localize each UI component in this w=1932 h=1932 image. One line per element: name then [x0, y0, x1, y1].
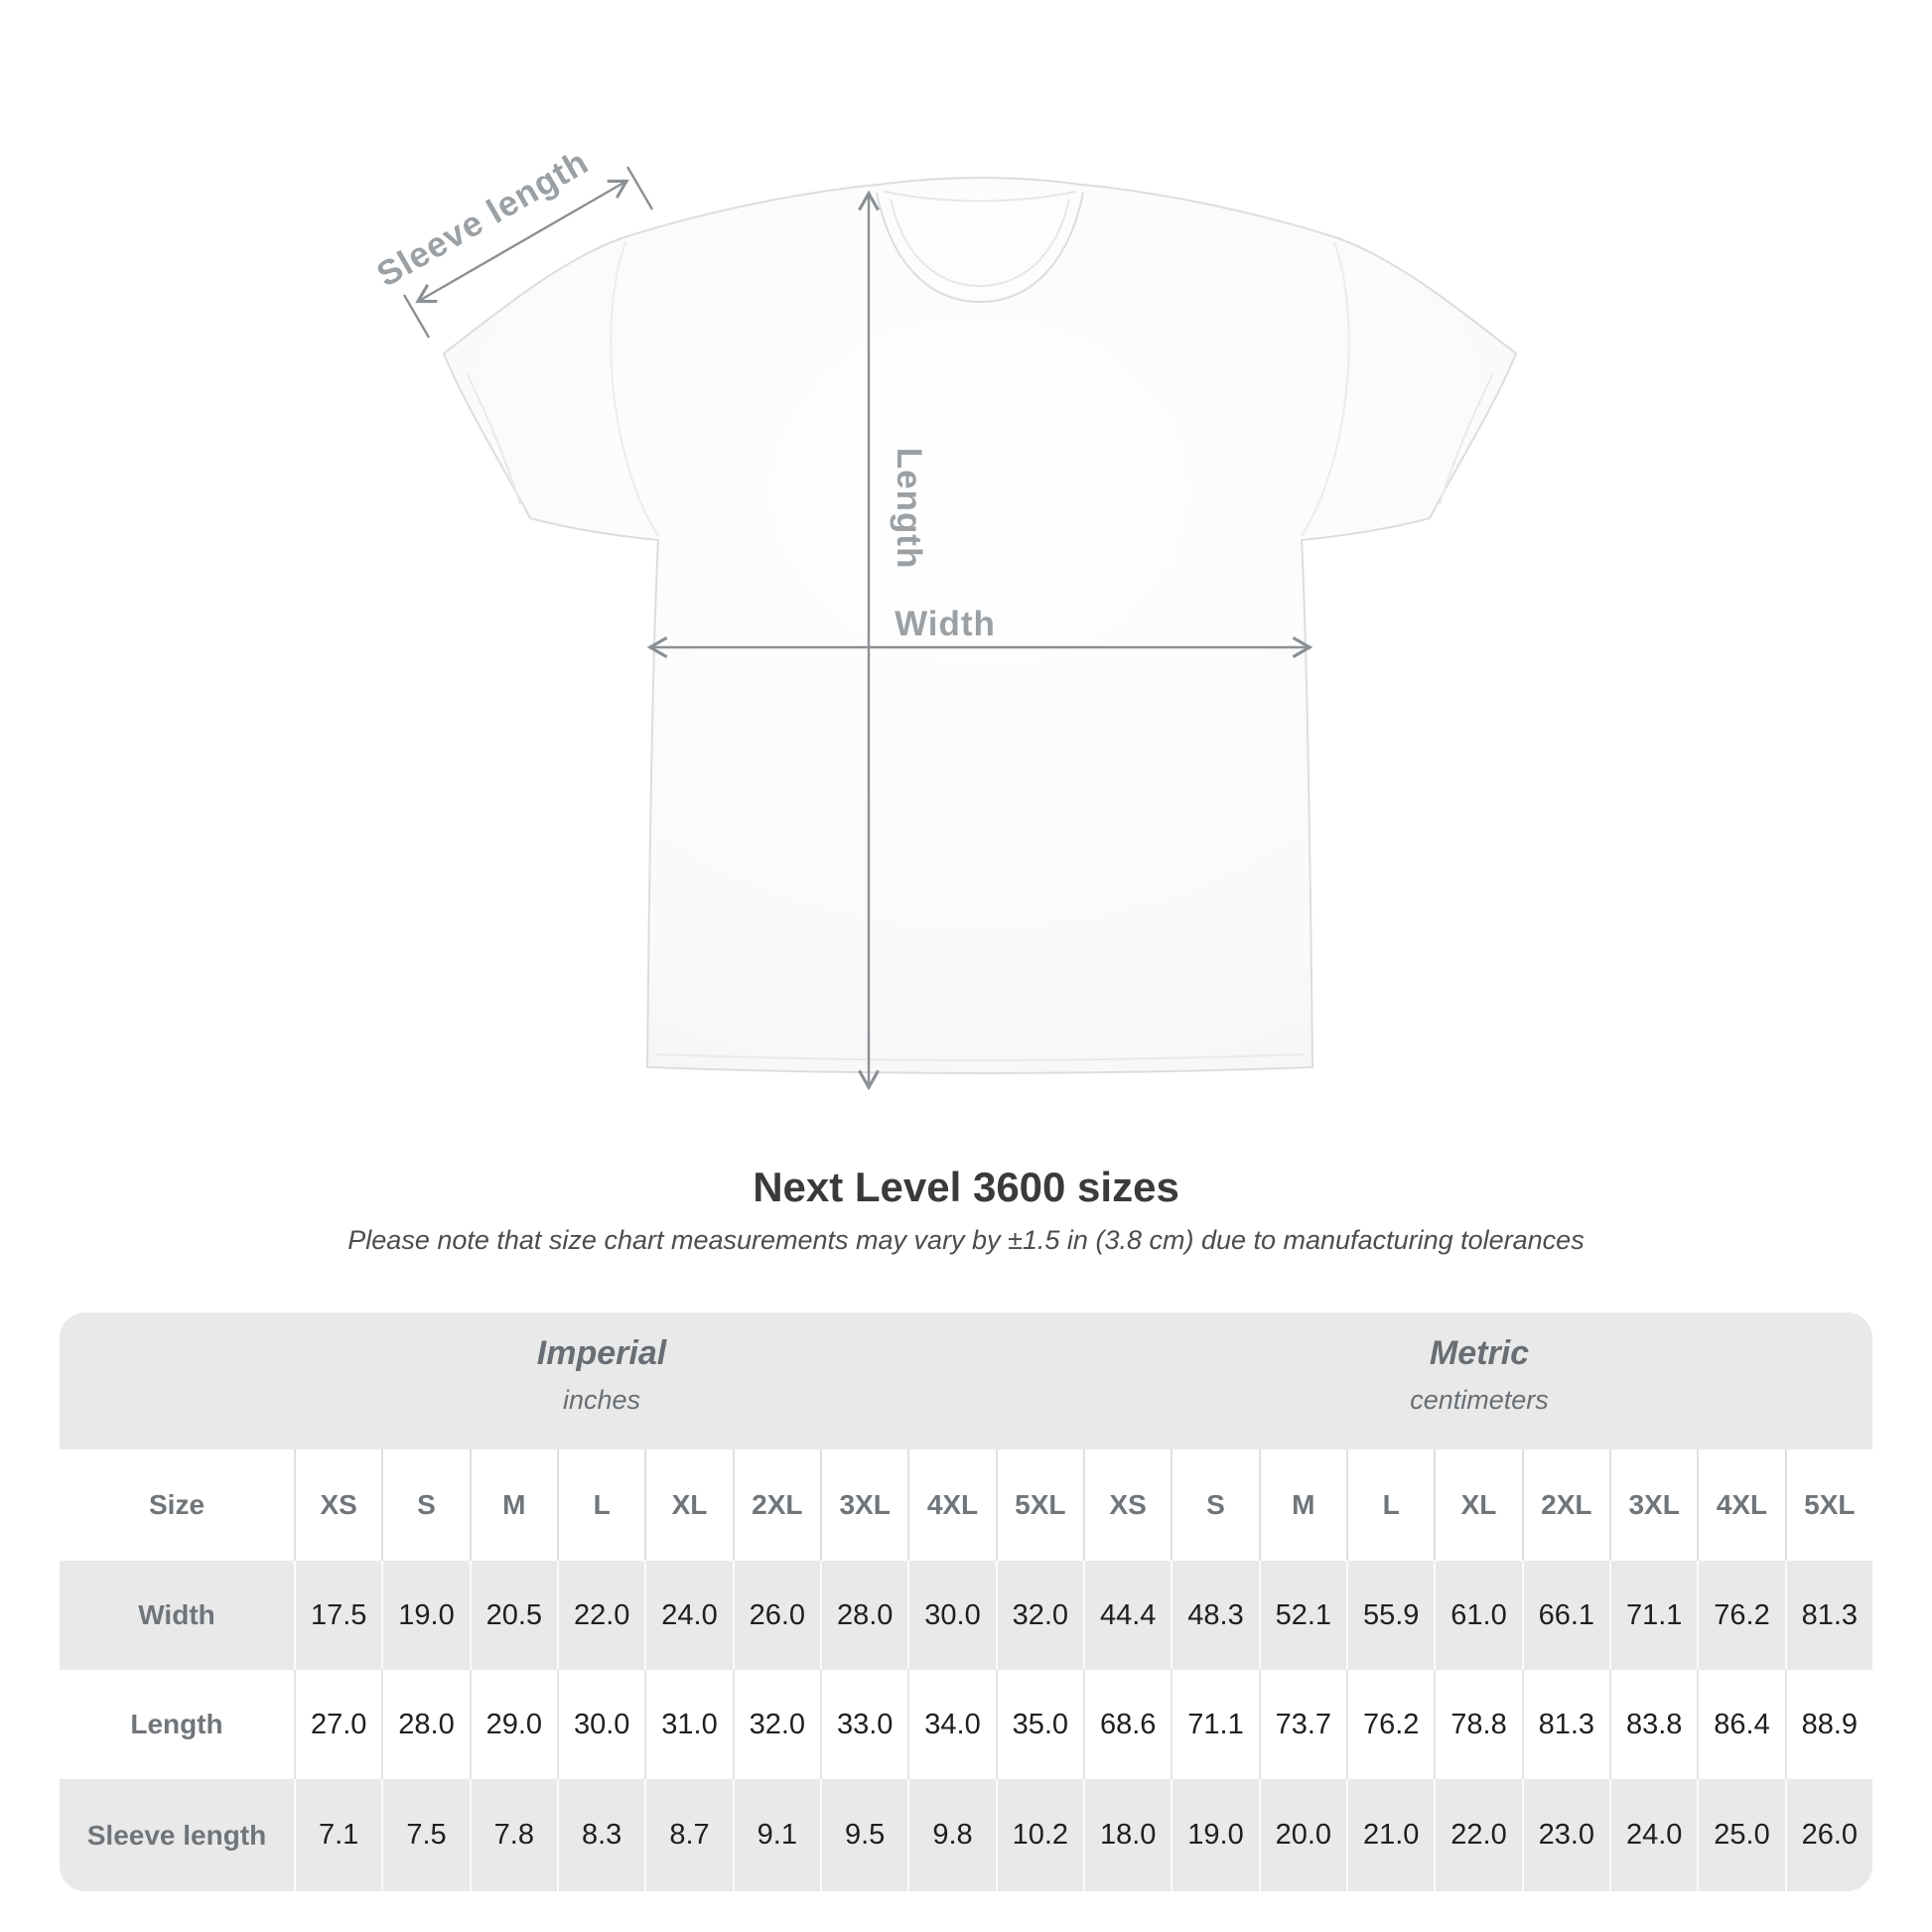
width-value-cell: 81.3	[1785, 1561, 1872, 1670]
sleeve-value-cell: 7.5	[381, 1779, 469, 1891]
width-value-cell: 19.0	[381, 1561, 469, 1670]
width-value-cell: 48.3	[1171, 1561, 1258, 1670]
length-value-cell: 29.0	[470, 1670, 557, 1779]
sleeve-value-cell: 9.1	[733, 1779, 820, 1891]
width-value-cell: 76.2	[1697, 1561, 1784, 1670]
length-value-cell: 30.0	[557, 1670, 644, 1779]
length-value-cell: 71.1	[1171, 1670, 1258, 1779]
width-value-cell: 17.5	[294, 1561, 381, 1670]
sleeve-value-cell: 23.0	[1522, 1779, 1609, 1891]
sleeve-value-cell: 9.5	[820, 1779, 907, 1891]
width-value-cell: 71.1	[1609, 1561, 1697, 1670]
sleeve-value-cell: 7.1	[294, 1779, 381, 1891]
sleeve-arrow-cap-bottom	[404, 295, 429, 338]
size-header-metric-m: M	[1259, 1449, 1346, 1561]
sleeve-value-cell: 8.3	[557, 1779, 644, 1891]
sleeve-value-cell: 22.0	[1434, 1779, 1521, 1891]
width-value-cell: 22.0	[557, 1561, 644, 1670]
size-header-imperial-3xl: 3XL	[820, 1449, 907, 1561]
metric-section-header	[1410, 1334, 1549, 1416]
length-value-cell: 27.0	[294, 1670, 381, 1779]
sleeve-length-label: Sleeve length	[370, 142, 596, 295]
imperial-unit-label: inches	[562, 1385, 641, 1415]
imperial-label: Imperial	[536, 1334, 667, 1372]
size-header-metric-2xl: 2XL	[1522, 1449, 1609, 1561]
imperial-section-header	[537, 1334, 666, 1416]
width-row-label: Width	[138, 1599, 215, 1630]
size-header-metric-xl: XL	[1434, 1449, 1521, 1561]
length-value-cell: 78.8	[1434, 1670, 1521, 1779]
width-value-cell: 30.0	[907, 1561, 995, 1670]
length-value-cell: 28.0	[381, 1670, 469, 1779]
width-value-cell: 28.0	[820, 1561, 907, 1670]
length-value-cell: 88.9	[1785, 1670, 1872, 1779]
size-header-metric-3xl: 3XL	[1609, 1449, 1697, 1561]
sleeve-value-cell: 10.2	[996, 1779, 1083, 1891]
size-header-imperial-l: L	[557, 1449, 644, 1561]
length-value-cell: 86.4	[1697, 1670, 1784, 1779]
length-value-cell: 35.0	[996, 1670, 1083, 1779]
sleeve-value-cell: 20.0	[1259, 1779, 1346, 1891]
length-value-cell: 76.2	[1346, 1670, 1434, 1779]
length-value-cell: 81.3	[1522, 1670, 1609, 1779]
length-value-cell: 68.6	[1083, 1670, 1171, 1779]
size-header-row	[60, 1449, 1872, 1561]
length-value-cell: 83.8	[1609, 1670, 1697, 1779]
size-header-imperial-xl: XL	[644, 1449, 732, 1561]
length-label: Length	[890, 447, 928, 570]
length-value-cell: 31.0	[644, 1670, 732, 1779]
unit-section-row	[60, 1312, 1872, 1449]
width-value-cell: 24.0	[644, 1561, 732, 1670]
page-title: Next Level 3600 sizes	[753, 1164, 1179, 1210]
sleeve-value-cell: 8.7	[644, 1779, 732, 1891]
width-value-cell: 32.0	[996, 1561, 1083, 1670]
width-value-cell: 44.4	[1083, 1561, 1171, 1670]
size-header-metric-5xl: 5XL	[1785, 1449, 1872, 1561]
sleeve-value-cell: 19.0	[1171, 1779, 1258, 1891]
size-header-imperial-m: M	[470, 1449, 557, 1561]
sleeve-value-cell: 24.0	[1609, 1779, 1697, 1891]
sleeve-value-cell: 26.0	[1785, 1779, 1872, 1891]
size-column-header: Size	[148, 1489, 206, 1520]
size-header-metric-xs: XS	[1083, 1449, 1171, 1561]
width-label: Width	[895, 605, 996, 643]
sleeve-value-cell: 7.8	[470, 1779, 557, 1891]
metric-unit-label: centimeters	[1410, 1385, 1549, 1415]
length-row	[60, 1670, 1872, 1779]
size-header-metric-4xl: 4XL	[1697, 1449, 1784, 1561]
sleeve-value-cell: 25.0	[1697, 1779, 1784, 1891]
width-value-cell: 55.9	[1346, 1561, 1434, 1670]
width-value-cell: 61.0	[1434, 1561, 1521, 1670]
width-row	[60, 1561, 1872, 1670]
sleeve-length-row-label: Sleeve length	[86, 1819, 267, 1851]
length-value-cell: 32.0	[733, 1670, 820, 1779]
size-header-imperial-s: S	[381, 1449, 469, 1561]
length-value-cell: 73.7	[1259, 1670, 1346, 1779]
length-value-cell: 34.0	[907, 1670, 995, 1779]
sleeve-value-cell: 9.8	[907, 1779, 995, 1891]
size-header-metric-l: L	[1346, 1449, 1434, 1561]
size-table	[60, 1312, 1872, 1891]
sleeve-value-cell: 21.0	[1346, 1779, 1434, 1891]
size-header-imperial-2xl: 2XL	[733, 1449, 820, 1561]
size-header-metric-s: S	[1171, 1449, 1258, 1561]
width-value-cell: 20.5	[470, 1561, 557, 1670]
metric-label: Metric	[1429, 1334, 1530, 1372]
sleeve-value-cell: 18.0	[1083, 1779, 1171, 1891]
tolerance-note: Please note that size chart measurements may vary by ±1.5 in (3.8 cm) due to manufacturing tolerances	[347, 1225, 1585, 1255]
width-value-cell: 52.1	[1259, 1561, 1346, 1670]
width-value-cell: 66.1	[1522, 1561, 1609, 1670]
sleeve-arrow-cap-top	[627, 167, 652, 209]
size-header-imperial-4xl: 4XL	[907, 1449, 995, 1561]
width-value-cell: 26.0	[733, 1561, 820, 1670]
length-row-label: Length	[130, 1709, 223, 1739]
length-value-cell: 33.0	[820, 1670, 907, 1779]
size-header-imperial-5xl: 5XL	[996, 1449, 1083, 1561]
size-header-imperial-xs: XS	[294, 1449, 381, 1561]
sleeve-length-row	[60, 1779, 1872, 1891]
